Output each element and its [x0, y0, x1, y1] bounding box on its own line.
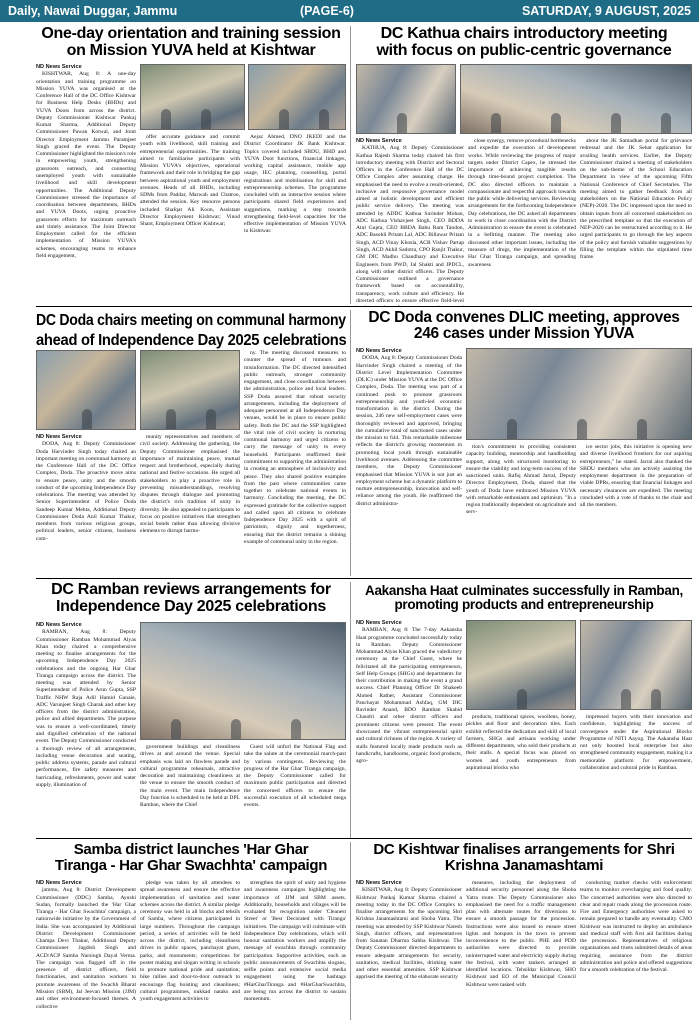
article-8-headline [356, 842, 692, 874]
body-text: about the JK Samadhan portal for grievance redressal and the JK Sehat application for availing health services. Earlier, the Deputy Commissioner chaired a meeting of stakeholders on the sub-theme of the School Education Department in view of the upcoming Fifth National Conference of Chief Secretaries. The meeting aimed to gather feedback from all stakeholders on the National Education Policy (NEP)-2020. The DC impressed upon the need to obtain inputs from all concerned stakeholders on the prescribed template so that the execution of NEP-2020 can be restructured according to it. He urged participants to go through the key aspects of the policy and furnish valuable suggestions by filling the template within the stipulated time frame. [580, 138, 692, 261]
headline-line: DC Kathua chairs introductory meeting [380, 26, 668, 42]
headline-line: Aakansha Haat culminates successfully in Ramban, [365, 584, 683, 598]
article-3-col-1 [36, 434, 136, 574]
article-2-col-3 [580, 138, 692, 306]
article-2-photo-2 [460, 64, 692, 134]
body-text: impressed buyers with their innovation and confidence, highlighting the success of convergence under the Aspirational Blocks Programme of NITI Aayog. The Aakansha Haat not only boosted local enterprise but also strengthened community engagement, making it a memorable platform for empowerment, collaboration and cultural pride in Ramban. [580, 714, 692, 771]
article-1-photo-2 [248, 64, 346, 130]
column-divider [350, 310, 351, 576]
news-service: ND News Service [356, 880, 402, 886]
body-text: government buildings and cleanliness drives at and around the venue. Special emphasis was laid on flawless parade and cultural programme rehearsals, attractive decoration and maintaining cleanliness at the venue to ensure the smooth conduct of the main event. The main Independence Day function is scheduled to be held at DPL Ramban, where the Chief [140, 744, 240, 809]
body-text: measures, including the deployment of additional security personnel along the Shoba Yatra route. The Deputy Commissioner also emphasised the need for a traffic management plan with alternate routes for diversions to ensure a smooth passage for the procession. Instructions were also issued to ensure street lights and hotspots in the town to prevent inconvenience to the public. PHE and PDD authorities were directed to provide uninterrupted water and electricity supply during the festival, with water tankers arranged at identified locations. Tehsildar Kishtwar, SHO Kishtwar and EO of the Municipal Council Kishtwar were tasked with [466, 880, 576, 988]
body-text: KISHTWAR, Aug 8: Deputy Commissioner Kishtwar Pankaj Kumar Sharma chaired a meeting today in the DC Office Complex to finalise arrangements for the upcoming Shri Krishna Janamashtami and Shoba Yatra. The meeting was attended by SSP Kishtwar Naresh Singh, district officers, and representatives from Sanatan Dharma Sabha Kishtwar. The Deputy Commissioner directed departments to ensure adequate arrangements for security, sanitation, medical facilities, drinking water and other essential amenities. SSP Kishtwar apprised the meeting of the elaborate security [356, 887, 462, 981]
headline-line: 246 cases under Mission YUVA [413, 325, 635, 343]
news-service: ND News Service [36, 622, 82, 628]
headline-line: DC Kishtwar finalises arrangements for Shri [373, 842, 675, 858]
section-divider [36, 306, 692, 307]
article-7-col-3 [244, 880, 346, 1020]
headline-line: with focus on public-centric governance [376, 41, 672, 59]
article-6-col-1 [356, 620, 462, 836]
article-6-headline [356, 584, 692, 612]
column-divider [350, 582, 351, 838]
news-service: ND News Service [356, 620, 402, 626]
article-4-col-1 [356, 348, 462, 576]
article-6-col-3 [580, 714, 692, 836]
headline-line: ahead of Independence Day 2025 celebrations [36, 331, 346, 349]
issue-date: SATURDAY, 9 AUGUST, 2025 [521, 4, 691, 18]
article-4-col-2 [466, 444, 576, 576]
body-text: tion's commitment to providing consistent capacity building, mentorship and handholding support, along with structured monitoring to ensure the viability and long-term success of the sanctioned units. Rafiq Ahmad Jarral, Deputy Director Employment, Doda, shared that the youth of Doda have embraced Mission YUVA with remarkable enthusiasm and optimism. "In a region traditionally dependent on agriculture and serv- [466, 444, 576, 516]
article-4-headline [356, 310, 692, 343]
headline-line: Independence Day 2025 celebrations [56, 597, 326, 615]
article-8-col-3 [580, 880, 692, 1020]
body-text: ny. The meeting discussed measures to counter the spread of rumours and misinformation. The DC directed intensified public outreach, stronger community engagement, and close coordination between the administration, police and local leaders. SSP Doda assured that robust security arrangements, including the deployment of adequate personnel at all Independence Day venues, would be in place to ensure public safety. Both the DC and the SSP highlighted the vital role of civil society in nurturing communal harmony and urged citizens to carry the message of unity to every household. Participants reaffirmed their commitment to supporting the administration in creating an atmosphere of inclusivity and peace. They also shared positive examples from the past where communities came together to celebrate national events in harmony. Concluding the meeting, the DC expressed gratitude for the collective support and called upon all citizens to celebrate Independence Day 2025 with a spirit of patriotism, dignity and togetherness, ensuring that the district remains a shining example of communal unity in the region. [244, 350, 346, 545]
headline-line: DC Ramban reviews arrangements for [51, 582, 331, 598]
body-text: munity representatives and members of civil society. Addressing the gathering, the Deputy Commissioner emphasised the importance of maintaining peace, mutual respect and brotherhood, especially during national and festive occasions. He urged all stakeholders to play a proactive role in preventing misunderstandings, resolving disputes through dialogue and promoting the district's rich tradition of unity in diversity. He also appealed to participants to focus on positive initiatives that strengthen social bonds rather than allowing divisive elements to disrupt harmo- [140, 434, 240, 535]
body-text: RAMBAN, Aug 8: The 7-day Aakansha Haat programme concluded successfully today in Ramban. Deputy Commissioner Mohammad Alyas Khan graced the valedictory ceremony as the Chief Guest, where he felicitated all the participating entrepreneurs, Self Help Groups (SHGs) and departments for their contribution in making the event a grand success. Chief Planning Officer Dr Shakeeb Ahmed Rather, Assistant Commissioner Panchayat Mohammad Ashfaq, GM DIC Ravinder Anand, BDO Ramban Shahid Chaudri and other district officers and prominent citizens were present. The event showcased the vibrant entrepreneurial spirit and cultural richness of the region. A variety of stalls featured locally made products such as handicrafts, handlooms, organic food products, agro- [356, 627, 462, 765]
body-text: conducting market checks with enforcement teams to monitor overcharging and food quality. The concerned authorities were also directed to clear and repair roads along the procession route. Fire and Emergency authorities were asked to remain prepared to handle any eventuality. CMO Kishtwar was instructed to deploy an ambulance and medical staff with first aid facilities during the procession. Representatives of religious organisations and trusts submitted details of areas requiring assistance from the district administration and police and offered suggestions for a smooth celebration of the festival. [580, 880, 692, 974]
article-7-col-2 [140, 880, 240, 1020]
article-1-headline [36, 26, 346, 60]
article-5-col-3 [244, 744, 346, 836]
article-2-col-2 [468, 138, 576, 306]
headline-line: One-day orientation and training session [41, 26, 341, 42]
news-service: ND News Service [36, 880, 82, 886]
paper-name: Daily, Nawai Duggar, Jammu [8, 4, 178, 18]
body-text: offer accurate guidance and commit youth with livelihood, skill training and entrepreneurial opportunities. The training aimed to familiarise participants with Mission YUVA's objectives, operational framework and their role in bridging the gap between aspirational youth and employment avenues. Heads of all BHDs, including SDMs from Paddar, Marwah and Chatroo, attended the session. Key resource persons included Shafqat Ali Koon, Assistant Director Employment Kishtwar; Vinod Shant, Employment Officer Kishtwar; [140, 134, 240, 228]
body-text: KATHUA, Aug 8: Deputy Commissioner Kathua Rajesh Sharma today chaired his first introductory meeting with District and Sectoral Officers in the Conference Hall of the DC Office Complex after assuming charge. He emphasised the need to evolve a result-oriented, inclusive and responsive governance model aimed at holistic development and efficient public service delivery. The meeting was attended by ADDC Kathua Surinder Mohan, ADC Kathua Vishavjeet Singh, CEO BDDA Atul Gupta, CEO BBDA Babu Ram Tandon, ADC Basohli Pritam Lal, ADC Billawar Pritam Singh, ACD Vinay Khosla, ACR Vishav Partap Singh, ACD Akhil Sadotra, CPO Ranjit Thakur, GM DIC Madhu Chaudhary and Executive Engineers from PWD, Jal Shakti and JPDCL, along with other district officers. The Deputy Commissioner outlined a governance framework based on accountability, transparency, work culture and efficiency. He directed officers to ensure effective field-level [356, 145, 464, 304]
column-divider [350, 842, 351, 1020]
body-text: jammu, Aug 8: District Development Commissioner (DDC) Samba, Ayushi Sudan, formally launched the 'Har Ghar Tiranga - Har Ghar Swachhta' campaign, a nationwide initiative by the Government of India. She was accompanied by Additional District Development Commissioner Champa Devi Thakur, Additional Deputy Commissioner Jagdish Singh and ACD/ACP Samba Narsingh Dayal Verma. The campaign was flagged off in the presence of district officers, field functionaries, and sanitation workers to promote awareness of the Swachh Bharat Mission (SBM), Jal Jeevan Mission (JJM) and other environment-focused themes. A collective [36, 887, 136, 1010]
article-6-photo-2 [580, 620, 692, 710]
article-8-col-1 [356, 880, 462, 1020]
news-service: ND News Service [356, 138, 402, 144]
headline-line: Krishna Janamashtami [444, 856, 604, 874]
article-2-photo-1 [356, 64, 456, 134]
body-text: Aejaz Ahmed, DNO JKEDI and the District Coordinator JK Bank Kishtwar. Topics covered included SBDU, BHD and YUVA Doot functions, financial linkages, working capital assistance, mobile app usage, IEC planning, counselling, portal registrations and mobilisation for skill and entrepreneurship schemes. The programme concluded with an interactive session where participants shared field experiences and suggestions, marking a step towards strengthening field-level capacities for the effective implementation of Mission YUVA in Kishtwar. [244, 134, 346, 235]
article-6-photo-1 [466, 620, 576, 710]
body-text: ice sector jobs, this initiative is opening new and diverse livelihood frontiers for our aspiring entrepreneurs," he stated. Jarral also thanked the SBDU members who are actively assisting the employment department in the preparation of viable DPRs, ensuring that financial linkages and necessary clearances are expedited. The meeting concluded with a vote of thanks to the chair and all the members. [580, 444, 692, 509]
section-divider [36, 578, 692, 579]
headline-line: Tiranga - Har Ghar Swachhta' campaign [54, 856, 328, 874]
headline-line: DC Doda convenes DLIC meeting, approves [368, 310, 680, 326]
headline-line: Samba district launches 'Har Ghar [73, 842, 309, 858]
article-3-col-2 [140, 434, 240, 574]
article-2-headline [356, 26, 692, 60]
article-6-col-2 [466, 714, 576, 836]
section-divider [36, 838, 692, 839]
news-service: ND News Service [36, 434, 82, 440]
headline-line: on Mission YUVA held at Kishtwar [66, 41, 316, 59]
article-5-photo [140, 622, 346, 740]
article-3-headline [36, 310, 346, 350]
article-3-col-3 [244, 350, 346, 574]
headline-line: promoting products and entrepreneurship [394, 597, 654, 613]
article-2-col-1 [356, 138, 464, 306]
article-1-col-2 [140, 134, 240, 304]
news-service: ND News Service [36, 64, 82, 70]
body-text: Guest will unfurl the National Flag and take the salute at the ceremonial march-past by various contingents. Reviewing the progress of the Har Ghar Tiranga campaign, the Deputy Commissioner called for maximum public participation and directed the concerned officers to ensure the successful execution of all scheduled mega events. [244, 744, 346, 809]
article-5-headline [36, 582, 346, 616]
column-divider [350, 26, 351, 304]
article-1-photo-1 [140, 64, 245, 130]
body-text: RAMBAN, Aug 8: Deputy Commissioner Ramban Mohammad Alyas Khan today chaired a comprehensive meeting to finalise arrangements for the upcoming Independence Day 2025 celebrations and the ongoing Har Ghar Tiranga campaign across the district. The meeting was attended by Senior Superintendent of Police Arun Gupta, SSP Traffic NHW Raja Adil Hamid Ganaie, ADC Varunjeet Singh Charak and other key officers from the district administration, police and allied departments. The purpose was to ensure a well-coordinated, timely and dignified celebration of the national event. The Deputy Commissioner conducted a thorough review of all arrangements, including venue decoration and seating, public address systems, parade and cultural performances, fire safety measures and barricading, refreshments, power and water supply, illumination of [36, 629, 136, 788]
article-3-photo-2 [140, 350, 240, 430]
masthead-bar [0, 0, 699, 22]
body-text: products, traditional spices, woollens, honey, pickles and floor and decoration tiles. Each exhibit reflected the dedication and skill of local farmers, SHGs and artisans working under different departments, who sold their products at their stalls. A special focus was placed on women and youth entrepreneurs from aspirational blocks who [466, 714, 576, 771]
body-text: close synergy, remove procedural bottlenecks and expedite the execution of development works. While reviewing the progress of major targets under District Capex, he stressed the importance of achieving tangible results through time-bound project completion. The DC also directed officers to maintain a compassionate and respectful approach towards the public while delivering services. Reviewing arrangements for the forthcoming Independence Day celebrations, the DC asked all departments to work in close coordination with the District Administration to ensure the event is celebrated in a befitting manner. The meeting also discussed other important issues, including the measure of drugs, the implementation of the Har Ghar Tiranga campaign, and spreading awareness [468, 138, 576, 268]
article-1-col-3 [244, 134, 346, 304]
article-7-col-1 [36, 880, 136, 1020]
article-5-col-2 [140, 744, 240, 836]
article-4-photo [466, 348, 692, 440]
article-5-col-1 [36, 622, 136, 836]
page-number: (PAGE-6) [300, 4, 354, 18]
body-text: KISHTWAR, Aug 8: A one-day orientation and training programme on Mission YUVA was organised at the Conference Hall of the DC Office Kishtwar for Business Help Desks (BHDs) and YUVA Doots from across the district. Deputy Commissioner Kishtwar Pankaj Kumar Sharma, Additional Deputy Commissioner Pawan Kotwal, and Joint Director Employment Jammu Paramjeet Singh graced the event. The Deputy Commissioner highlighted the mission's role in empowering youth, strengthening grassroots outreach, and connecting unemployed youth with sustainable livelihood and skill development opportunities. The Additional Deputy Commissioner stressed the importance of coordination between departments, BHDs and YUVA Doots, urging proactive grassroots efforts for maximum outreach and timely assistance. The Joint Director Employment called for the efficient implementation of Mission YUVA's schemes, encouraging teams to enhance field engagement, [36, 71, 136, 259]
article-8-col-2 [466, 880, 576, 1020]
news-service: ND News Service [356, 348, 402, 354]
article-7-headline [36, 842, 346, 874]
article-4-col-3 [580, 444, 692, 576]
article-1-col-1 [36, 64, 136, 302]
headline-line: DC Doda chairs meeting on communal harmony [36, 312, 346, 329]
body-text: DODA, Aug 8: Deputy Commissioner Doda Harvinder Singh chaired a meeting of the District Level Implementation Committee (DLIC) under Mission YUVA at the DC Office Complex, Doda. The meeting was part of a continued push to promote grassroots entrepreneurship and youth-led economic transformation in the district. During the session, 246 new self-employment cases were thoroughly reviewed and approved, bringing the cumulative total of sanctioned cases under the mission to 644. This remarkable milestone reflects the district's growing momentum in promoting local youth through sustainable livelihood avenues. Addressing the committee members, the Deputy Commissioner emphasised that Mission YUVA is not just an employment scheme but a dynamic platform to nurture entrepreneurship, innovation and self-reliance among the youth. He reaffirmed the district administra- [356, 355, 462, 507]
article-3-photo-1 [36, 350, 136, 430]
body-text: pledge was taken by all attendees to spread awareness and ensure the effective implementation of sanitation and water schemes across the district. A similar pledge ceremony was held in all blocks and tehsils of Samba, where citizens participated in large numbers. Throughout the campaign period, a series of activities will be held across the district, including cleanliness drives in public spaces, panchayat ghars, parks, and monuments; competitions for poster making and slogan writing in schools to promote national pride and sanitation; bike rallies and door-to-door outreach to encourage flag hoisting and cleanliness; cultural programmes, nukkad nataks and youth engagement activities to [140, 880, 240, 1003]
body-text: DODA, Aug 8: Deputy Commissioner Doda Harvinder Singh today chaired an important meeting on communal harmony at the Conference Hall of the DC Office Complex, Doda. The proactive move aims to ensure peace, unity and the smooth conduct of the upcoming Independence Day celebrations. The meeting was attended by Senior Superintendent of Police Doda Sandeep Kumar Mehta, Additional Deputy Commissioner Doda Anil Kumar Thakur, members from various religious groups, political leaders, senior citizens, business com- [36, 441, 136, 542]
body-text: strengthen the spirit of unity and hygiene and awareness campaigns highlighting the importance of JJM and SBM assets. Additionally, households and villages will be evaluated for recognition under 'Cleanest Street' or 'Best Decorated with Tiranga' initiatives. The campaign will culminate with Independence Day celebrations, which will honour sanitation workers and amplify the message of swachhta through community participation. Supportive activities, such as public announcements of Swachhta slogans, selfie points and extensive social media engagement using the hashtags #HarGharTiranga and #HarGharSwachhta, are being run across the district to sustain momentum. [244, 880, 346, 1003]
